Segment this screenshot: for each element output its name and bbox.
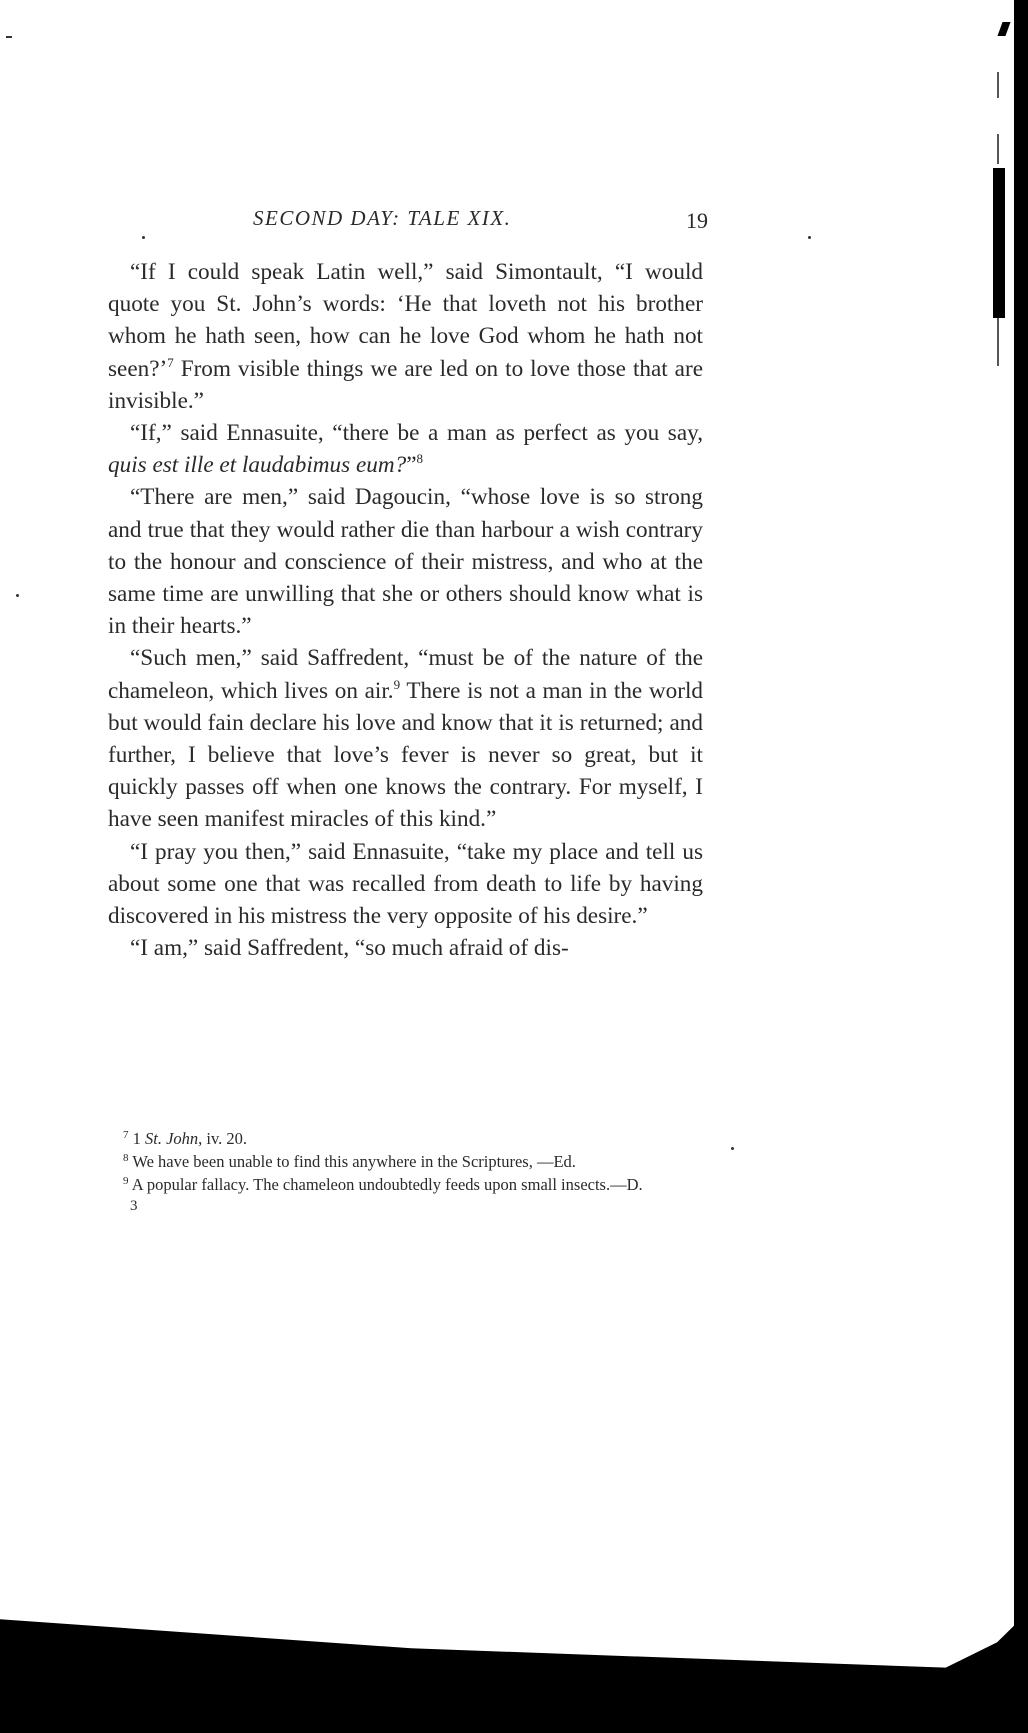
paragraph-dagoucin xyxy=(108,481,703,642)
footnote-9 xyxy=(108,1174,703,1195)
paragraph-text: “If I could speak Latin well,” said Simontault, “I would quote you St. John’s words: ‘He that loveth not his brother whom he hath seen, how can he love God whom he hath not seen?’ xyxy=(108,259,703,382)
scan-right-edge xyxy=(1014,0,1028,1733)
running-title: SECOND DAY: TALE XIX. xyxy=(253,206,512,230)
binding-line-mid xyxy=(997,134,999,164)
paragraph-saffredent xyxy=(108,642,703,835)
scan-speck xyxy=(808,236,811,239)
paragraph-ennasuite-request xyxy=(108,836,703,933)
paragraph-simontault xyxy=(108,256,703,417)
footnote-italic: St. John xyxy=(145,1129,199,1148)
paragraph-text: There is not a man in the world but would fain declare his love and know that it is returned; and further, I believe that love’s fever is never so great, but it quickly passes off when one knows the contrary. For myself, I have seen manifest miracles of this kind.” xyxy=(108,677,703,833)
scan-speck xyxy=(731,1147,734,1150)
binding-shadow xyxy=(993,168,1005,318)
footnote-ref: 9 xyxy=(393,676,401,692)
footnotes xyxy=(108,1128,703,1215)
paragraph-text: ” xyxy=(406,452,417,479)
scan-corner-mark xyxy=(997,22,1010,36)
scan-bottom-shadow xyxy=(0,1612,1028,1733)
body-text xyxy=(108,256,703,964)
paragraph-text: “Such men,” said Saffredent, “must be of the nature of the chameleon, which lives on air. xyxy=(108,645,703,704)
paragraph-text: “I pray you then,” said Ennasuite, “take my place and tell us about some one that was recalled from death to life by having discovered in his mistress the very opposite of his desire.” xyxy=(108,838,703,930)
paragraph-text: From visible things we are led on to love those that are invisible.” xyxy=(108,355,703,414)
footnote-marker: 7 xyxy=(123,1129,129,1141)
paragraph-ennasuite xyxy=(108,417,703,481)
scan-speck xyxy=(16,594,19,597)
signature-mark: 3 xyxy=(130,1198,138,1214)
paragraph-text: “There are men,” said Dagoucin, “whose love is so strong and true that they would rather die than harbour a wish contrary to the honour and conscience of their mistress, and who at the same time are unwilling that she or others should know what is in their hearts.” xyxy=(108,484,703,640)
paragraph-saffredent-reply xyxy=(108,932,703,964)
binding-line-low xyxy=(997,318,999,366)
footnote-marker: 9 xyxy=(123,1175,129,1187)
footnote-text: , iv. 20. xyxy=(198,1129,248,1148)
page-number: 19 xyxy=(686,208,708,233)
footnote-marker: 8 xyxy=(123,1152,129,1164)
footnote-text: We have been unable to find this anywhere in the Scriptures, —Ed. xyxy=(132,1152,576,1171)
footnote-ref: 8 xyxy=(416,451,423,467)
footnote-text: A popular fallacy. The chameleon undoubtedly feeds upon small insects.—D. xyxy=(131,1175,643,1194)
paragraph-text: “If,” said Ennasuite, “there be a man as perfect as you say, xyxy=(130,420,703,447)
latin-quote: quis est ille et laudabimus eum? xyxy=(108,452,407,479)
footnote-8 xyxy=(108,1151,703,1172)
binding-line-top xyxy=(997,72,999,98)
scan-speck xyxy=(142,236,145,239)
running-head xyxy=(108,206,708,242)
footnote-ref: 7 xyxy=(167,354,174,370)
footnote-text: 1 xyxy=(132,1129,145,1148)
footnote-7 xyxy=(108,1128,703,1149)
scan-speck xyxy=(6,36,12,38)
paragraph-text: “I am,” said Saffredent, “so much afraid of dis- xyxy=(130,935,569,962)
